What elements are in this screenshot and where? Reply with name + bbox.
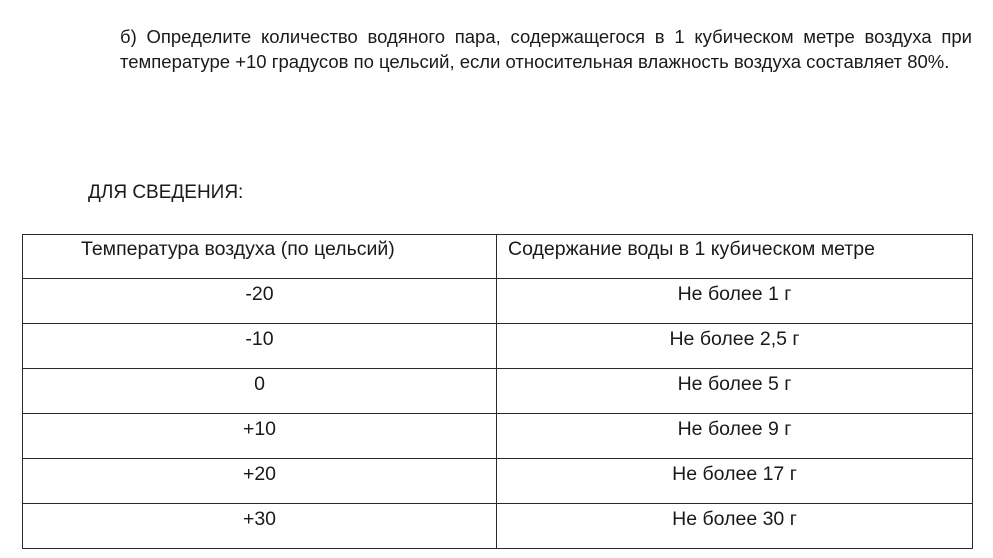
table-row bbox=[23, 459, 973, 504]
table-header-row bbox=[23, 235, 973, 279]
water-content-cell: Не более 17 г bbox=[497, 459, 973, 504]
temperature-cell: -20 bbox=[23, 279, 497, 324]
table-row bbox=[23, 279, 973, 324]
temperature-cell: +20 bbox=[23, 459, 497, 504]
table-row bbox=[23, 369, 973, 414]
water-content-cell: Не более 5 г bbox=[497, 369, 973, 414]
water-content-cell: Не более 9 г bbox=[497, 414, 973, 459]
water-content-cell: Не более 2,5 г bbox=[497, 324, 973, 369]
temperature-cell: -10 bbox=[23, 324, 497, 369]
task-text: б) Определите количество водяного пара, содержащегося в 1 кубическом метре воздуха при температуре +10 градусов по цельсий, если относительная влажность воздуха составляет 80%. bbox=[120, 26, 972, 72]
table-row bbox=[23, 324, 973, 369]
temperature-cell: +30 bbox=[23, 504, 497, 549]
temperature-cell: 0 bbox=[23, 369, 497, 414]
table-row bbox=[23, 504, 973, 549]
header-temperature: Температура воздуха (по цельсий) bbox=[23, 235, 497, 279]
humidity-table bbox=[22, 234, 973, 549]
table-row bbox=[23, 414, 973, 459]
temperature-cell: +10 bbox=[23, 414, 497, 459]
water-content-cell: Не более 1 г bbox=[497, 279, 973, 324]
header-water-content: Содержание воды в 1 кубическом метре bbox=[497, 235, 973, 279]
info-heading: ДЛЯ СВЕДЕНИЯ: bbox=[88, 182, 244, 203]
water-content-cell: Не более 30 г bbox=[497, 504, 973, 549]
